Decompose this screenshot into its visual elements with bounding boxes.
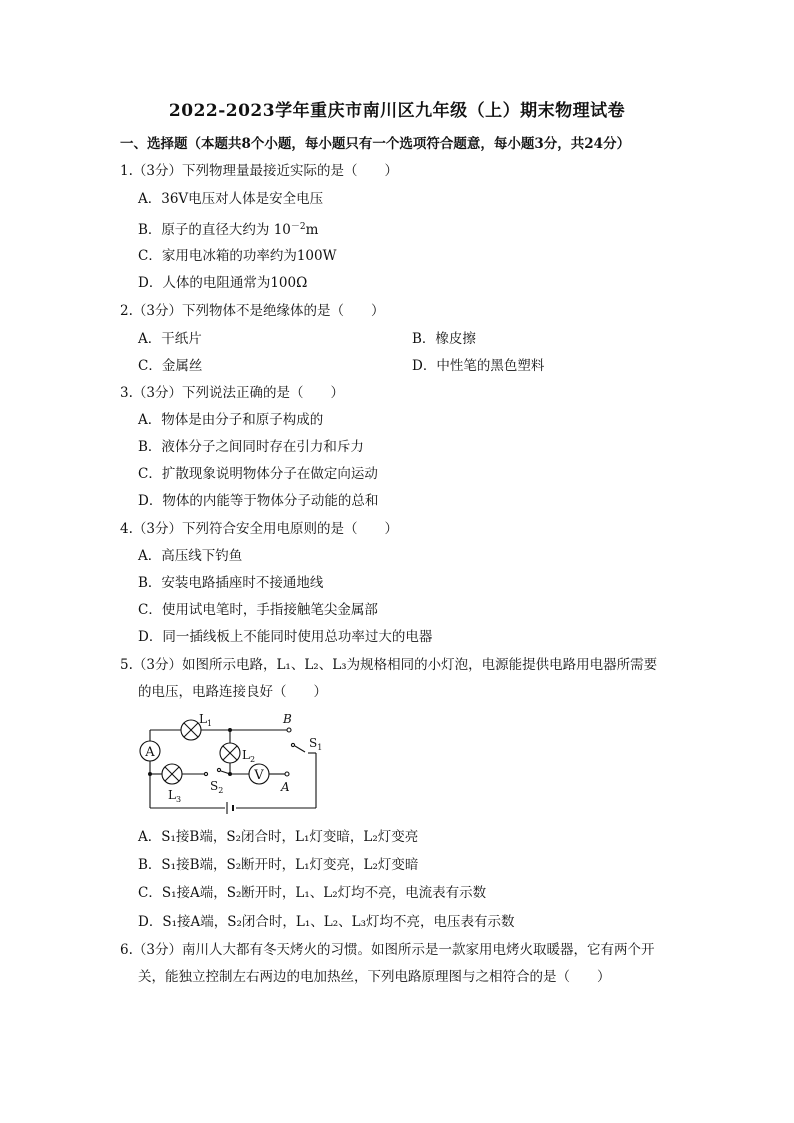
- question-6-stem-line2: 关，能独立控制左右两边的电加热丝，下列电路原理图与之相符合的是（ ）: [138, 969, 611, 985]
- question-5-stem-line1: 5.（3分）如图所示电路，L₁、L₂、L₃为规格相同的小灯泡，电源能提供电路用电器所需要: [120, 657, 658, 673]
- question-3-option-c: C．扩散现象说明物体分子在做定向运动: [138, 466, 378, 482]
- question-2-option-d: D．中性笔的黑色塑料: [412, 358, 545, 374]
- ammeter-label: A: [145, 745, 155, 760]
- question-4-option-a: A．高压线下钓鱼: [138, 548, 243, 564]
- question-5-stem-line2: 的电压，电路连接良好（ ）: [138, 684, 327, 700]
- lamp-l3-icon: [162, 764, 182, 784]
- voltmeter-label: V: [254, 768, 264, 783]
- voltmeter-icon: [249, 764, 269, 784]
- question-2-option-a: A．干纸片: [138, 331, 202, 347]
- lamp-l1-icon: [181, 720, 201, 740]
- question-4-option-b: B．安装电路插座时不接通地线: [138, 575, 324, 591]
- label-a: A: [281, 780, 290, 794]
- question-5-option-c: C．S₁接A端，S₂断开时，L₁、L₂灯均不亮，电流表有示数: [138, 885, 487, 901]
- question-6-stem-line1: 6.（3分）南川人大都有冬天烤火的习惯。如图所示是一款家用电烤火取暖器，它有两个开: [120, 942, 655, 958]
- question-1-option-c: C．家用电冰箱的功率约为100W: [138, 248, 337, 264]
- label-s2: $S_2$: [210, 779, 224, 795]
- lamp-l2-icon: [220, 743, 240, 763]
- exam-title: 2022-2023学年重庆市南川区九年级（上）期末物理试卷: [168, 101, 626, 121]
- question-3-option-b: B．液体分子之间同时存在引力和斥力: [138, 439, 364, 455]
- label-l1: $L_1$: [199, 712, 213, 728]
- question-2-option-c: C．金属丝: [138, 358, 203, 374]
- exponent: －2: [290, 222, 306, 232]
- label-l2: $L_2$: [242, 748, 256, 764]
- question-5-option-a: A．S₁接B端，S₂闭合时，L₁灯变暗，L₂灯变亮: [138, 829, 419, 845]
- question-3-option-a: A．物体是由分子和原子构成的: [138, 412, 324, 428]
- ammeter-icon: [140, 741, 160, 761]
- question-1-stem: 1.（3分）下列物理量最接近实际的是（ ）: [120, 163, 398, 179]
- label-s1: $S_1$: [309, 736, 323, 752]
- unit: m: [305, 222, 319, 238]
- question-1-option-d: D．人体的电阻通常为100Ω: [138, 275, 308, 291]
- question-1-option-a: A．36V电压对人体是安全电压: [138, 191, 324, 207]
- question-5-option-b: B．S₁接B端，S₂断开时，L₁灯变亮，L₂灯变暗: [138, 857, 419, 873]
- label-b: B: [283, 712, 292, 726]
- question-5-option-d: D．S₁接A端，S₂闭合时，L₁、L₂、L₃灯均不亮，电压表有示数: [138, 914, 515, 930]
- question-2-stem: 2.（3分）下列物体不是绝缘体的是（ ）: [120, 303, 385, 319]
- option-b-text: B．原子的直径大约为 10: [138, 222, 291, 238]
- question-4-option-d: D．同一插线板上不能同时使用总功率过大的电器: [138, 629, 433, 645]
- label-l3: $L_3$: [168, 788, 182, 804]
- circuit-diagram: [130, 708, 330, 816]
- question-4-stem: 4.（3分）下列符合安全用电原则的是（ ）: [120, 521, 398, 537]
- section-heading: 一、选择题（本题共8个小题，每小题只有一个选项符合题意，每小题3分，共24分）: [120, 136, 631, 152]
- question-3-option-d: D．物体的内能等于物体分子动能的总和: [138, 493, 379, 509]
- question-3-stem: 3.（3分）下列说法正确的是（ ）: [120, 385, 344, 401]
- question-1-option-b: [138, 218, 318, 239]
- question-4-option-c: C．使用试电笔时，手指接触笔尖金属部: [138, 602, 378, 618]
- question-2-option-b: B．橡皮擦: [412, 331, 476, 347]
